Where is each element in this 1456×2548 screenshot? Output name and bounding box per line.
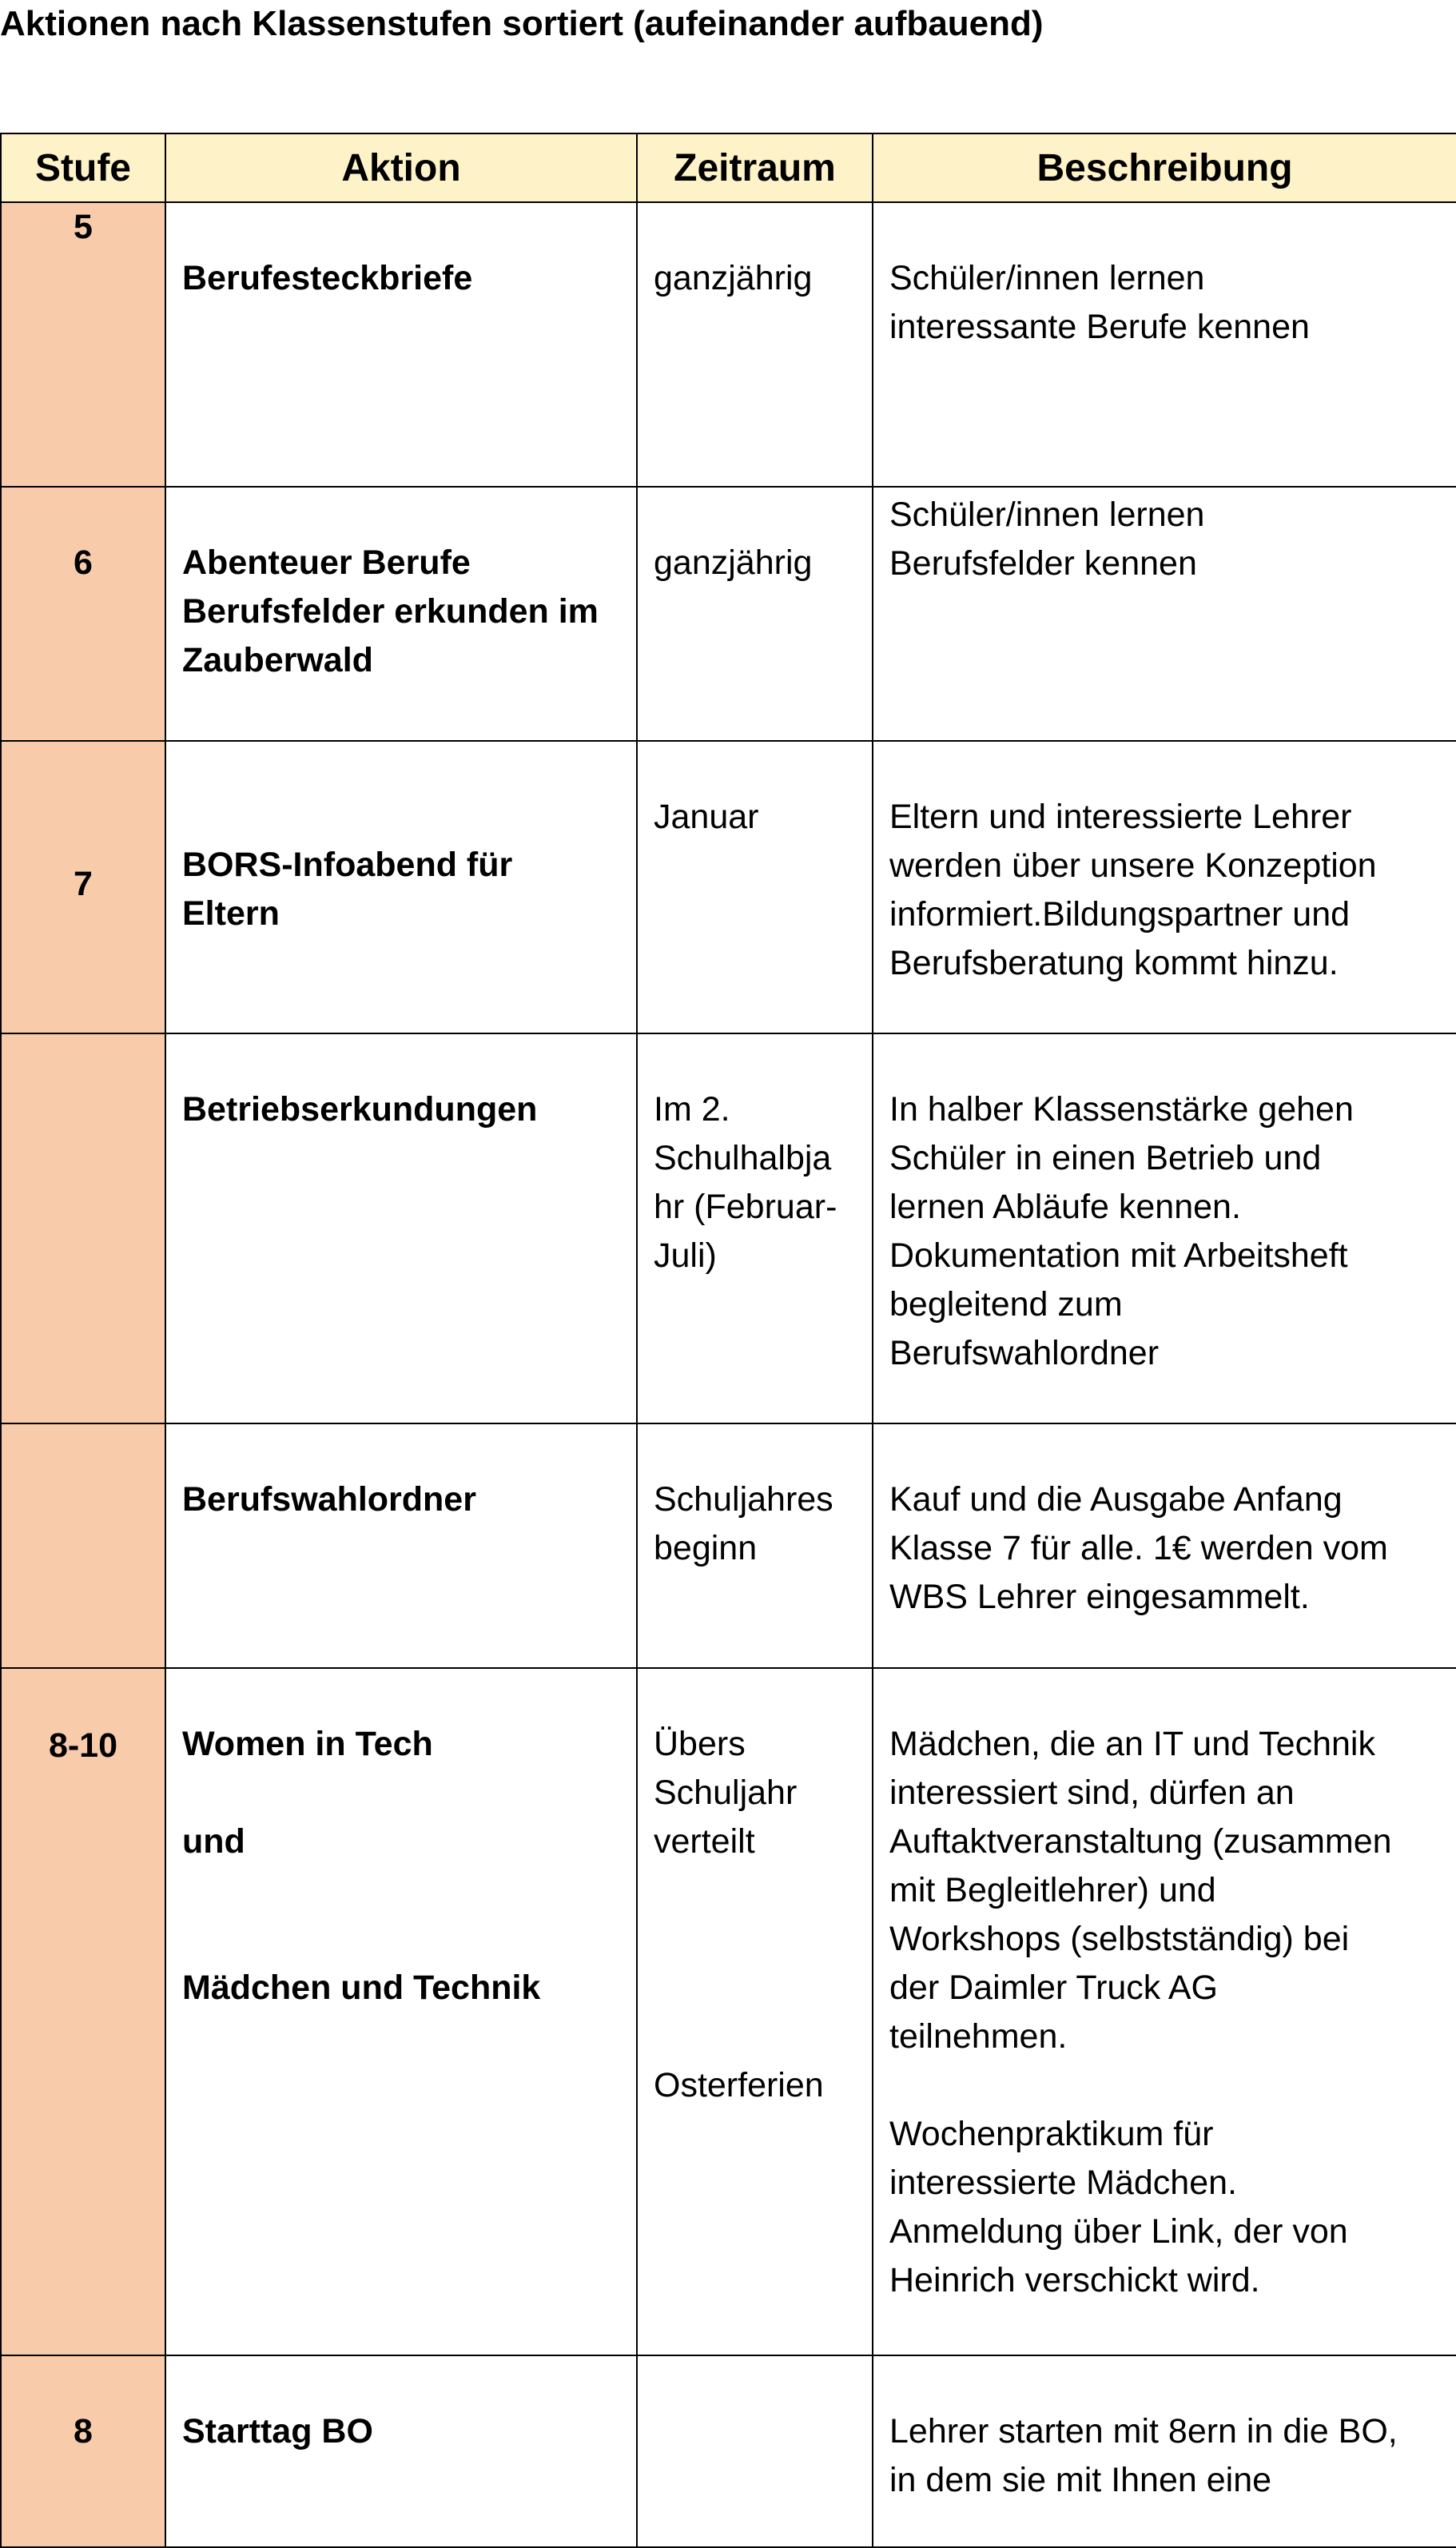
header-zeitraum: Zeitraum bbox=[637, 133, 873, 202]
zeitraum-cell: Schuljahres beginn bbox=[654, 1480, 833, 1567]
aktion-cell: Starttag BO bbox=[182, 2412, 373, 2450]
beschreibung-cell: Schüler/innen lernen Berufsfelder kennen bbox=[889, 496, 1205, 583]
header-aktion: Aktion bbox=[165, 133, 637, 202]
aktion-cell: Abenteuer Berufe Berufsfelder erkunden im Zauberwald bbox=[182, 543, 599, 679]
stufe-cell: 8 bbox=[1, 2355, 165, 2547]
stufe-cell bbox=[1, 1423, 165, 1668]
table-row bbox=[1, 2355, 1456, 2547]
beschreibung-cell: Schüler/innen lernen interessante Berufe kennen bbox=[889, 259, 1310, 346]
beschreibung-cell: Wochenpraktikum für interessierte Mädchen. Anmeldung über Link, der von Heinrich verschickt wird. bbox=[889, 2115, 1348, 2299]
zeitraum-cell bbox=[654, 2407, 856, 2456]
zeitraum-cell: Osterferien bbox=[654, 2066, 824, 2104]
beschreibung-cell: Mädchen, die an IT und Technik interessiert sind, dürfen an Auftaktveranstaltung (zusammen mit Begleitlehrer) und Workshops (selbstständig) bei der Daimler Truck AG teilnehmen. bbox=[889, 1725, 1392, 2056]
aktion-cell: Berufswahlordner bbox=[182, 1480, 476, 1519]
beschreibung-cell: Lehrer starten mit 8ern in die BO, in dem sie mit Ihnen eine bbox=[889, 2412, 1398, 2499]
stufe-cell: 6 bbox=[1, 487, 165, 741]
stufe-cell: 7 bbox=[1, 741, 165, 1033]
aktion-cell: und bbox=[182, 1822, 245, 1861]
table-row bbox=[1, 741, 1456, 1033]
aktion-cell: Women in Tech bbox=[182, 1725, 433, 1763]
header-stufe: Stufe bbox=[1, 133, 165, 202]
table-header-row bbox=[1, 133, 1456, 202]
zeitraum-cell: Januar bbox=[654, 798, 759, 836]
aktion-cell: BORS-Infoabend für Eltern bbox=[182, 846, 513, 933]
table-row bbox=[1, 487, 1456, 741]
beschreibung-cell: Kauf und die Ausgabe Anfang Klasse 7 für alle. 1€ werden vom WBS Lehrer eingesammelt. bbox=[889, 1480, 1388, 1616]
beschreibung-cell: In halber Klassenstärke gehen Schüler in einen Betrieb und lernen Abläufe kennen. Dokumentation mit Arbeitsheft begleitend zum Berufswahlordner bbox=[889, 1090, 1354, 1372]
aktion-cell: Berufesteckbriefe bbox=[182, 259, 473, 297]
stufe-cell: 8-10 bbox=[1, 1668, 165, 2355]
table-row bbox=[1, 1423, 1456, 1668]
stufe-cell bbox=[1, 1033, 165, 1423]
actions-table bbox=[0, 133, 1456, 2548]
beschreibung-cell: Eltern und interessierte Lehrer werden über unsere Konzeption informiert.Bildungspartner und Berufsberatung kommt hinzu. bbox=[889, 798, 1377, 982]
aktion-cell: Mädchen und Technik bbox=[182, 1969, 541, 2007]
table-row bbox=[1, 1033, 1456, 1423]
aktion-cell: Betriebserkundungen bbox=[182, 1090, 538, 1129]
zeitraum-cell: Übers Schuljahr verteilt bbox=[654, 1725, 798, 1861]
table-row bbox=[1, 1668, 1456, 2355]
stufe-cell: 5 bbox=[1, 202, 165, 487]
zeitraum-cell: ganzjährig bbox=[654, 259, 813, 297]
zeitraum-cell: ganzjährig bbox=[654, 543, 813, 582]
zeitraum-cell: Im 2. Schulhalbja hr (Februar- Juli) bbox=[654, 1090, 837, 1275]
table-row bbox=[1, 202, 1456, 487]
header-beschreibung: Beschreibung bbox=[873, 133, 1456, 202]
document-title: Aktionen nach Klassenstufen sortiert (aufeinander aufbauend) bbox=[0, 4, 1044, 43]
